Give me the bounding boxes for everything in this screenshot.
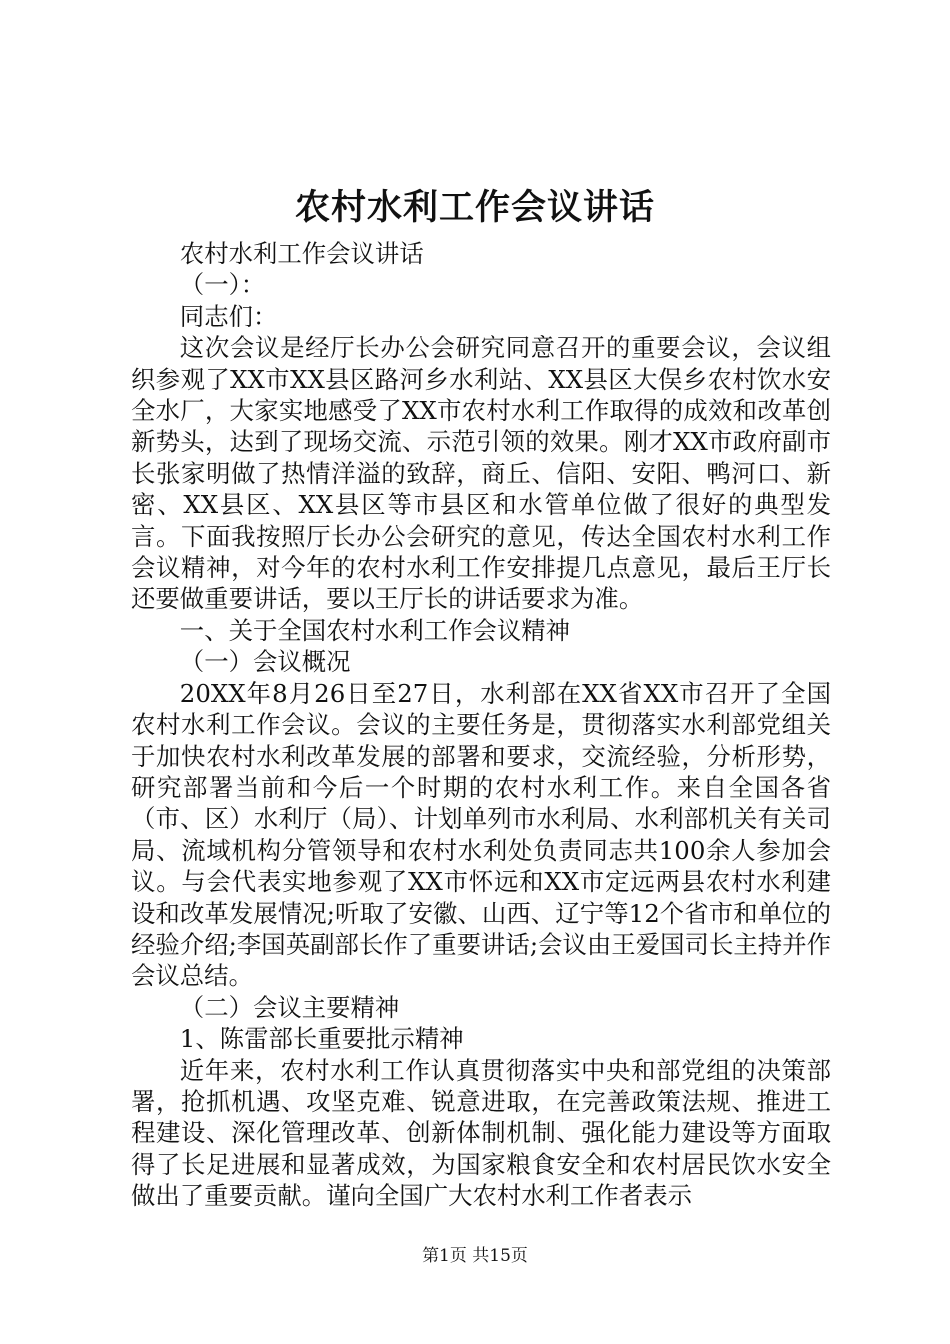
document-body bbox=[131, 238, 831, 1212]
heading-meeting-overview: （一）会议概况 bbox=[179, 647, 351, 677]
paragraph-section-marker: （一）： bbox=[179, 270, 266, 300]
paragraph-instruction: 近年来，农村水利工作认真贯彻落实中央和部党组的决策部署，抢抓机遇、攻坚克难、锐意进取，在完善政策法规、推进工程建设、深化管理改革、创新体制机制、强化能力建设等方面取得了长足进展和显著成效，为国家粮食安全和农村居民饮水安全做出了重要贡献。谨向全国广大农村水利工作者表示 bbox=[131, 1055, 831, 1211]
heading-instruction: 1、陈雷部长重要批示精神 bbox=[179, 1024, 464, 1054]
page-footer: 第1页 共15页 bbox=[422, 1246, 528, 1266]
paragraph-salutation: 同志们： bbox=[179, 301, 278, 331]
paragraph-meeting-overview: 20XX年8月26日至27日，水利部在XX省XX市召开了全国农村水利工作会议。会议的主要任务是，贯彻落实水利部党组关于加快农村水利改革发展的部署和要求，交流经验，分析形势，研究部署当前和今后一个时期的农村水利工作。来自全国各省（市、区）水利厅（局）、计划单列市水利局、水利部机关有关司局、流域机构分管领导和农村水利处负责同志共100余人参加会议。与会代表实地参观了XX市怀远和XX市定远两县农村水利建设和改革发展情况;听取了安徽、山西、辽宁等12个省市和单位的经验介绍;李国英副部长作了重要讲话;会议由王爱国司长主持并作会议总结。 bbox=[131, 678, 831, 991]
heading-meeting-spirit: （二）会议主要精神 bbox=[179, 992, 400, 1022]
paragraph-subtitle: 农村水利工作会议讲话 bbox=[179, 239, 424, 268]
paragraph-intro: 这次会议是经厅长办公会研究同意召开的重要会议，会议组织参观了XX市XX县区路河乡水利站、XX县区大俣乡农村饮水安全水厂，大家实地感受了XX市农村水利工作取得的成效和改革创新势头，达到了现场交流、示范引领的效果。刚才XX市政府副市长张家明做了热情洋溢的致辞，商丘、信阳、安阳、鸭河口、新密、XX县区、XX县区等市县区和水管单位做了很好的典型发言。下面我按照厅长办公会研究的意见，传达全国农村水利工作会议精神，对今年的农村水利工作安排提几点意见，最后王厅长还要做重要讲话，要以王厅长的讲话要求为准。 bbox=[131, 333, 831, 614]
document-title: 农村水利工作会议讲话 bbox=[294, 187, 655, 228]
heading-section-1: 一、关于全国农村水利工作会议精神 bbox=[179, 615, 571, 645]
